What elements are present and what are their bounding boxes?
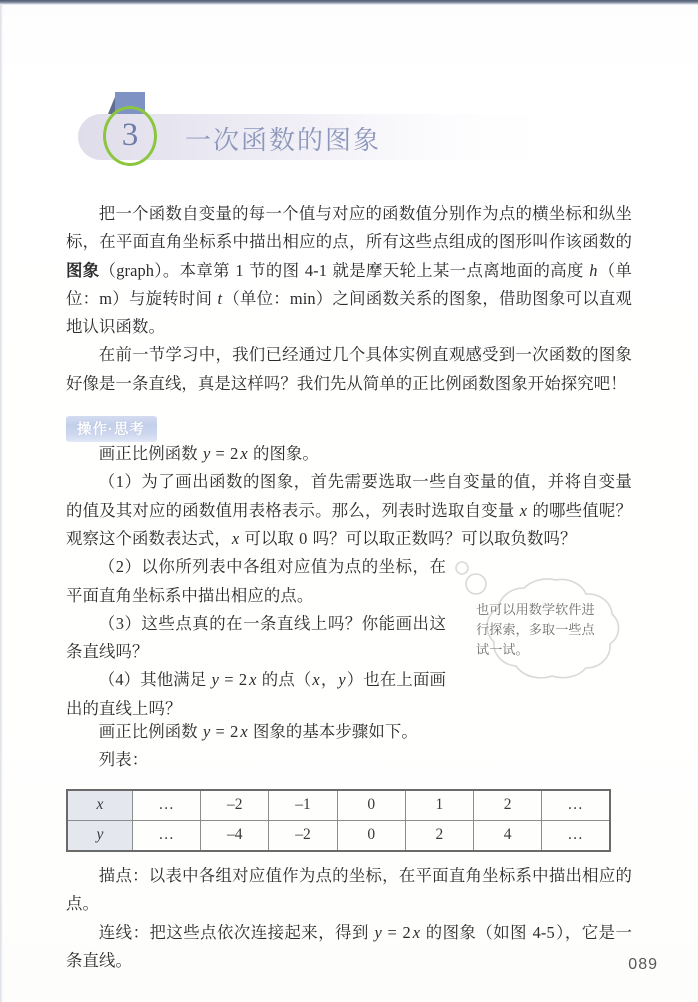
paragraph-definition: 把一个函数自变量的每一个值与对应的函数值分别作为点的横坐标和纵坐标，在平面直角坐标系中描出相应的点，所有这些点组成的图形叫作该函数的图象（graph）。本章第 1 节的图 4-1 就是摩天轮上某一点离地面的高度 h（单位：m）与旋转时间 t（单位：min）之间函数关系的图象，借助图象可以直观地认识函数。 [66, 204, 632, 337]
table-cell: –1 [269, 790, 337, 821]
section-header [78, 92, 548, 160]
table-row-header: y [67, 820, 133, 851]
table-row [67, 820, 610, 851]
table-cell: … [542, 820, 610, 851]
table-row [67, 790, 610, 821]
activity-question-1: （1）为了画出函数的图象，首先需要选取一些自变量的值，并将自变量的值及其对应的函数值用表格表示。那么，列表时选取自变量 x 的哪些值呢？观察这个函数表达式，x 可以取 0 吗？可以取正数吗？可以取负数吗？ [66, 472, 632, 548]
activity-question-4: （4）其他满足 y = 2 x 的点（x，y）也在上面画出的直线上吗？ [66, 670, 446, 718]
step-plot-points: 描点：以表中各组对应值作为点的坐标，在平面直角坐标系中描出相应的点。 [66, 866, 632, 914]
table-cell: … [133, 820, 201, 851]
page-title: 一次函数的图象 [185, 126, 382, 155]
table-cell: 0 [337, 820, 405, 851]
activity-lead: 画正比例函数 y = 2 x 的图象。 [98, 444, 319, 464]
activity-question-2: （2）以你所列表中各组对应值为点的坐标，在平面直角坐标系中描出相应的点。 [66, 557, 446, 605]
table-cell: –4 [201, 820, 269, 851]
operate-think-badge: 操作·思考 [66, 416, 157, 442]
operate-think-badge-row [66, 416, 632, 440]
table-cell: … [133, 790, 201, 821]
scan-top-edge [0, 0, 698, 5]
table-cell: 2 [474, 790, 542, 821]
steps-intro: 画正比例函数 y = 2 x 图象的基本步骤如下。 [98, 722, 418, 741]
thought-bubble-text: 也可以用数学软件进行探索，多取一些点试一试。 [476, 602, 595, 657]
table-cell: 0 [337, 790, 405, 821]
scan-left-edge [0, 5, 3, 1002]
section-number: 3 [121, 116, 139, 153]
table-cell: 1 [405, 790, 473, 821]
table-cell: –2 [269, 820, 337, 851]
section-number-circle [103, 106, 157, 166]
table-row-header: x [67, 790, 133, 821]
table-cell: 2 [405, 820, 473, 851]
thought-bubble [440, 556, 640, 704]
steps-list-label: 列表： [98, 750, 149, 770]
table-cell: 4 [474, 820, 542, 851]
activity-question-3: （3）这些点真的在一条直线上吗？你能画出这条直线吗？ [66, 613, 446, 662]
table-cell: … [542, 790, 610, 821]
value-table [66, 789, 611, 852]
page-number: 089 [628, 956, 658, 973]
steps-section [66, 718, 632, 852]
after-table-section [66, 862, 632, 975]
step-connect-line: 连线：把这些点依次连接起来，得到 y = 2 x 的图象（如图 4-5），它是一条直线。 [66, 922, 633, 970]
table-cell: –2 [201, 790, 269, 821]
paragraph-intro: 在前一节学习中，我们已经通过几个具体实例直观感受到一次函数的图象好像是一条直线，真是这样吗？我们先从简单的正比例函数图象开始探究吧！ [66, 345, 632, 393]
